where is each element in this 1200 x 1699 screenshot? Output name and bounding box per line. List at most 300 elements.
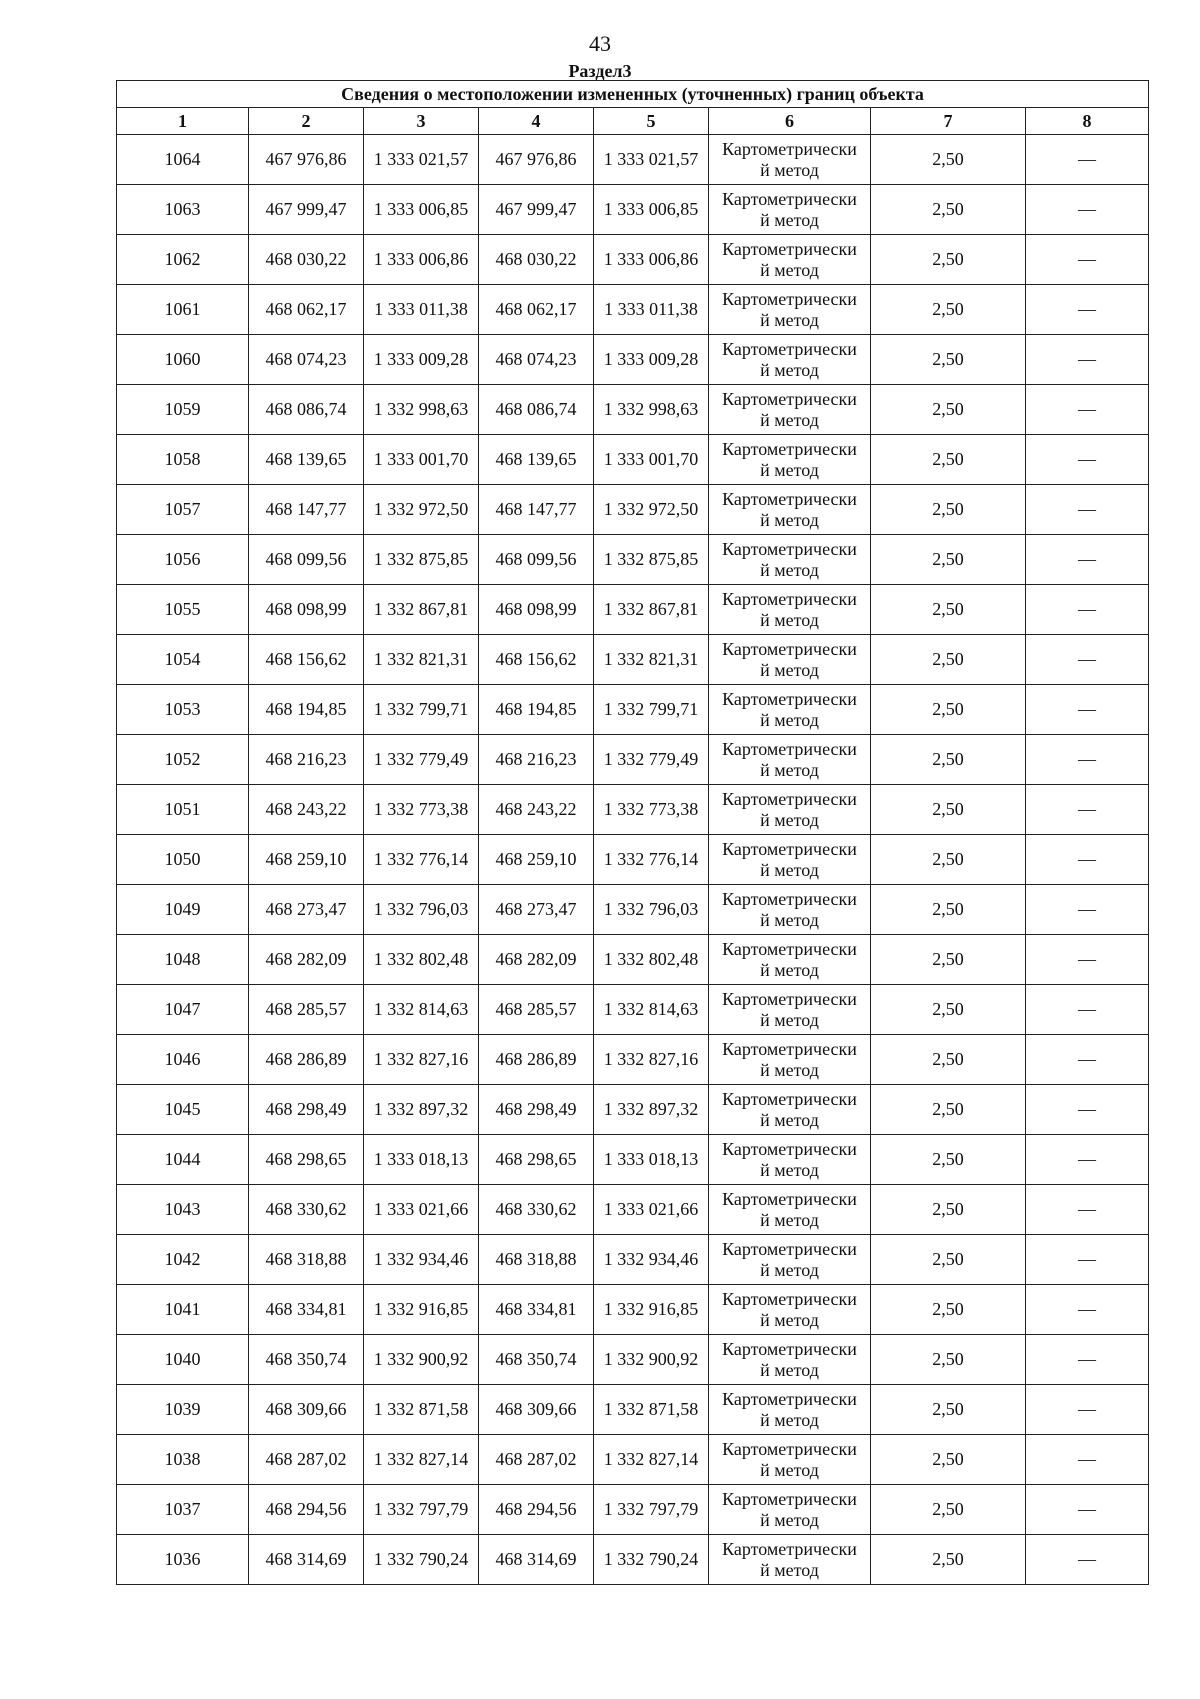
method-line-1: Картометрически bbox=[722, 138, 857, 159]
cell-method bbox=[709, 835, 871, 885]
cell-note: — bbox=[1026, 935, 1149, 985]
cell-note: — bbox=[1026, 985, 1149, 1035]
table-row bbox=[117, 885, 1149, 935]
cell-x1: 468 282,09 bbox=[249, 935, 364, 985]
method-line-2: й метод bbox=[760, 909, 819, 930]
cell-x1: 468 030,22 bbox=[249, 235, 364, 285]
method-line-2: й метод bbox=[760, 1559, 819, 1580]
table-row bbox=[117, 1385, 1149, 1435]
method-line-2: й метод bbox=[760, 1359, 819, 1380]
cell-point: 1046 bbox=[117, 1035, 249, 1085]
cell-y2: 1 332 779,49 bbox=[594, 735, 709, 785]
cell-accuracy: 2,50 bbox=[871, 385, 1026, 435]
cell-method bbox=[709, 285, 871, 335]
cell-note: — bbox=[1026, 635, 1149, 685]
cell-y2: 1 332 790,24 bbox=[594, 1535, 709, 1585]
method-line-2: й метод bbox=[760, 1309, 819, 1330]
cell-point: 1039 bbox=[117, 1385, 249, 1435]
cell-note: — bbox=[1026, 785, 1149, 835]
cell-method bbox=[709, 785, 871, 835]
cell-point: 1063 bbox=[117, 185, 249, 235]
cell-point: 1059 bbox=[117, 385, 249, 435]
cell-method bbox=[709, 585, 871, 635]
cell-y2: 1 333 009,28 bbox=[594, 335, 709, 385]
cell-accuracy: 2,50 bbox=[871, 885, 1026, 935]
cell-y1: 1 332 821,31 bbox=[364, 635, 479, 685]
cell-point: 1041 bbox=[117, 1285, 249, 1335]
cell-note: — bbox=[1026, 885, 1149, 935]
cell-x2: 468 309,66 bbox=[479, 1385, 594, 1435]
cell-x2: 468 334,81 bbox=[479, 1285, 594, 1335]
cell-x2: 468 139,65 bbox=[479, 435, 594, 485]
cell-x1: 468 259,10 bbox=[249, 835, 364, 885]
method-line-2: й метод bbox=[760, 1459, 819, 1480]
cell-accuracy: 2,50 bbox=[871, 285, 1026, 335]
table-row bbox=[117, 1035, 1149, 1085]
cell-x2: 467 999,47 bbox=[479, 185, 594, 235]
column-number-row bbox=[117, 108, 1149, 135]
cell-x1: 468 330,62 bbox=[249, 1185, 364, 1235]
cell-method bbox=[709, 535, 871, 585]
cell-x1: 468 334,81 bbox=[249, 1285, 364, 1335]
cell-y2: 1 332 934,46 bbox=[594, 1235, 709, 1285]
cell-method bbox=[709, 1085, 871, 1135]
cell-point: 1036 bbox=[117, 1535, 249, 1585]
cell-point: 1043 bbox=[117, 1185, 249, 1235]
cell-note: — bbox=[1026, 685, 1149, 735]
cell-x1: 468 309,66 bbox=[249, 1385, 364, 1435]
table-row bbox=[117, 335, 1149, 385]
cell-note: — bbox=[1026, 1285, 1149, 1335]
cell-x2: 468 216,23 bbox=[479, 735, 594, 785]
cell-x1: 468 074,23 bbox=[249, 335, 364, 385]
cell-y2: 1 332 799,71 bbox=[594, 685, 709, 735]
cell-note: — bbox=[1026, 1235, 1149, 1285]
cell-y2: 1 332 900,92 bbox=[594, 1335, 709, 1385]
method-line-1: Картометрически bbox=[722, 1438, 857, 1459]
cell-y1: 1 332 934,46 bbox=[364, 1235, 479, 1285]
method-line-2: й метод bbox=[760, 159, 819, 180]
cell-point: 1053 bbox=[117, 685, 249, 735]
cell-y2: 1 332 802,48 bbox=[594, 935, 709, 985]
cell-note: — bbox=[1026, 1035, 1149, 1085]
cell-note: — bbox=[1026, 1335, 1149, 1385]
cell-point: 1052 bbox=[117, 735, 249, 785]
method-line-1: Картометрически bbox=[722, 1088, 857, 1109]
cell-y2: 1 332 776,14 bbox=[594, 835, 709, 885]
cell-y2: 1 333 001,70 bbox=[594, 435, 709, 485]
cell-method bbox=[709, 635, 871, 685]
cell-accuracy: 2,50 bbox=[871, 235, 1026, 285]
cell-x2: 468 030,22 bbox=[479, 235, 594, 285]
column-number: 3 bbox=[364, 108, 479, 135]
cell-y1: 1 332 867,81 bbox=[364, 585, 479, 635]
cell-x2: 468 298,65 bbox=[479, 1135, 594, 1185]
table-body bbox=[117, 135, 1149, 1585]
method-line-1: Картометрически bbox=[722, 1338, 857, 1359]
column-number: 1 bbox=[117, 108, 249, 135]
cell-method bbox=[709, 185, 871, 235]
table-row bbox=[117, 1085, 1149, 1135]
method-line-2: й метод bbox=[760, 809, 819, 830]
method-line-2: й метод bbox=[760, 859, 819, 880]
cell-note: — bbox=[1026, 535, 1149, 585]
cell-point: 1044 bbox=[117, 1135, 249, 1185]
table-row bbox=[117, 585, 1149, 635]
cell-y2: 1 332 827,14 bbox=[594, 1435, 709, 1485]
cell-y1: 1 333 006,86 bbox=[364, 235, 479, 285]
table-row bbox=[117, 1285, 1149, 1335]
cell-accuracy: 2,50 bbox=[871, 935, 1026, 985]
method-line-1: Картометрически bbox=[722, 1538, 857, 1559]
cell-accuracy: 2,50 bbox=[871, 1535, 1026, 1585]
cell-x1: 468 243,22 bbox=[249, 785, 364, 835]
cell-x2: 468 243,22 bbox=[479, 785, 594, 835]
cell-point: 1037 bbox=[117, 1485, 249, 1535]
table-row bbox=[117, 1335, 1149, 1385]
cell-accuracy: 2,50 bbox=[871, 1385, 1026, 1435]
cell-x2: 468 156,62 bbox=[479, 635, 594, 685]
table-row bbox=[117, 785, 1149, 835]
method-line-1: Картометрически bbox=[722, 388, 857, 409]
cell-note: — bbox=[1026, 335, 1149, 385]
cell-x2: 468 194,85 bbox=[479, 685, 594, 735]
cell-x1: 468 086,74 bbox=[249, 385, 364, 435]
table-row bbox=[117, 285, 1149, 335]
column-number: 5 bbox=[594, 108, 709, 135]
cell-accuracy: 2,50 bbox=[871, 1085, 1026, 1135]
method-line-1: Картометрически bbox=[722, 288, 857, 309]
cell-accuracy: 2,50 bbox=[871, 685, 1026, 735]
table-row bbox=[117, 985, 1149, 1035]
cell-x2: 468 294,56 bbox=[479, 1485, 594, 1535]
cell-accuracy: 2,50 bbox=[871, 335, 1026, 385]
cell-point: 1057 bbox=[117, 485, 249, 535]
table-row bbox=[117, 835, 1149, 885]
cell-y1: 1 333 018,13 bbox=[364, 1135, 479, 1185]
method-line-1: Картометрически bbox=[722, 1188, 857, 1209]
cell-point: 1061 bbox=[117, 285, 249, 335]
cell-y1: 1 332 827,16 bbox=[364, 1035, 479, 1085]
method-line-1: Картометрически bbox=[722, 738, 857, 759]
cell-note: — bbox=[1026, 185, 1149, 235]
column-number: 7 bbox=[871, 108, 1026, 135]
cell-x1: 468 298,49 bbox=[249, 1085, 364, 1135]
table-row bbox=[117, 735, 1149, 785]
table-row bbox=[117, 1435, 1149, 1485]
cell-x1: 468 194,85 bbox=[249, 685, 364, 735]
cell-point: 1055 bbox=[117, 585, 249, 635]
cell-x2: 468 350,74 bbox=[479, 1335, 594, 1385]
cell-x2: 468 086,74 bbox=[479, 385, 594, 435]
cell-method bbox=[709, 1485, 871, 1535]
cell-x1: 468 294,56 bbox=[249, 1485, 364, 1535]
cell-x1: 467 976,86 bbox=[249, 135, 364, 185]
cell-x2: 468 287,02 bbox=[479, 1435, 594, 1485]
method-line-2: й метод bbox=[760, 309, 819, 330]
method-line-1: Картометрически bbox=[722, 888, 857, 909]
cell-accuracy: 2,50 bbox=[871, 1135, 1026, 1185]
cell-note: — bbox=[1026, 285, 1149, 335]
method-line-2: й метод bbox=[760, 259, 819, 280]
cell-y2: 1 333 006,85 bbox=[594, 185, 709, 235]
method-line-1: Картометрически bbox=[722, 188, 857, 209]
cell-accuracy: 2,50 bbox=[871, 1435, 1026, 1485]
method-line-2: й метод bbox=[760, 759, 819, 780]
method-line-1: Картометрически bbox=[722, 1388, 857, 1409]
table-row bbox=[117, 1235, 1149, 1285]
cell-point: 1056 bbox=[117, 535, 249, 585]
cell-point: 1048 bbox=[117, 935, 249, 985]
cell-point: 1042 bbox=[117, 1235, 249, 1285]
table-row bbox=[117, 235, 1149, 285]
cell-y1: 1 333 021,57 bbox=[364, 135, 479, 185]
cell-y1: 1 332 790,24 bbox=[364, 1535, 479, 1585]
method-line-2: й метод bbox=[760, 1009, 819, 1030]
cell-method bbox=[709, 235, 871, 285]
cell-x1: 468 286,89 bbox=[249, 1035, 364, 1085]
cell-accuracy: 2,50 bbox=[871, 1235, 1026, 1285]
cell-method bbox=[709, 985, 871, 1035]
cell-y1: 1 332 972,50 bbox=[364, 485, 479, 535]
cell-method bbox=[709, 385, 871, 435]
cell-accuracy: 2,50 bbox=[871, 835, 1026, 885]
method-line-1: Картометрически bbox=[722, 238, 857, 259]
cell-x1: 468 147,77 bbox=[249, 485, 364, 535]
cell-point: 1058 bbox=[117, 435, 249, 485]
cell-x1: 468 314,69 bbox=[249, 1535, 364, 1585]
cell-method bbox=[709, 1435, 871, 1485]
cell-accuracy: 2,50 bbox=[871, 185, 1026, 235]
method-line-1: Картометрически bbox=[722, 538, 857, 559]
cell-accuracy: 2,50 bbox=[871, 1285, 1026, 1335]
cell-note: — bbox=[1026, 385, 1149, 435]
cell-y2: 1 332 916,85 bbox=[594, 1285, 709, 1335]
cell-y1: 1 332 827,14 bbox=[364, 1435, 479, 1485]
cell-accuracy: 2,50 bbox=[871, 735, 1026, 785]
cell-method bbox=[709, 485, 871, 535]
cell-x1: 468 062,17 bbox=[249, 285, 364, 335]
method-line-1: Картометрически bbox=[722, 688, 857, 709]
cell-note: — bbox=[1026, 1435, 1149, 1485]
table-row bbox=[117, 185, 1149, 235]
cell-method bbox=[709, 885, 871, 935]
cell-y2: 1 332 972,50 bbox=[594, 485, 709, 535]
cell-method bbox=[709, 935, 871, 985]
cell-accuracy: 2,50 bbox=[871, 1485, 1026, 1535]
method-line-1: Картометрически bbox=[722, 838, 857, 859]
cell-x1: 468 285,57 bbox=[249, 985, 364, 1035]
cell-x1: 468 216,23 bbox=[249, 735, 364, 785]
cell-y1: 1 332 773,38 bbox=[364, 785, 479, 835]
method-line-1: Картометрически bbox=[722, 1038, 857, 1059]
method-line-1: Картометрически bbox=[722, 938, 857, 959]
cell-accuracy: 2,50 bbox=[871, 585, 1026, 635]
cell-x1: 468 156,62 bbox=[249, 635, 364, 685]
method-line-2: й метод bbox=[760, 709, 819, 730]
cell-accuracy: 2,50 bbox=[871, 635, 1026, 685]
column-number: 2 bbox=[249, 108, 364, 135]
cell-y2: 1 332 875,85 bbox=[594, 535, 709, 585]
method-line-2: й метод bbox=[760, 1509, 819, 1530]
cell-note: — bbox=[1026, 1535, 1149, 1585]
cell-accuracy: 2,50 bbox=[871, 485, 1026, 535]
cell-point: 1045 bbox=[117, 1085, 249, 1135]
cell-y1: 1 332 900,92 bbox=[364, 1335, 479, 1385]
table-row bbox=[117, 1535, 1149, 1585]
method-line-2: й метод bbox=[760, 959, 819, 980]
cell-note: — bbox=[1026, 435, 1149, 485]
method-line-2: й метод bbox=[760, 1159, 819, 1180]
cell-y1: 1 332 796,03 bbox=[364, 885, 479, 935]
table-row bbox=[117, 1185, 1149, 1235]
cell-x1: 468 099,56 bbox=[249, 535, 364, 585]
table-row bbox=[117, 685, 1149, 735]
cell-accuracy: 2,50 bbox=[871, 135, 1026, 185]
cell-x2: 467 976,86 bbox=[479, 135, 594, 185]
method-line-2: й метод bbox=[760, 359, 819, 380]
table-row bbox=[117, 935, 1149, 985]
cell-accuracy: 2,50 bbox=[871, 535, 1026, 585]
cell-note: — bbox=[1026, 1135, 1149, 1185]
table-row bbox=[117, 385, 1149, 435]
cell-point: 1049 bbox=[117, 885, 249, 935]
cell-note: — bbox=[1026, 1085, 1149, 1135]
cell-y2: 1 332 797,79 bbox=[594, 1485, 709, 1535]
cell-note: — bbox=[1026, 135, 1149, 185]
cell-x1: 468 273,47 bbox=[249, 885, 364, 935]
cell-note: — bbox=[1026, 1485, 1149, 1535]
cell-x2: 468 273,47 bbox=[479, 885, 594, 935]
column-number: 8 bbox=[1026, 108, 1149, 135]
cell-accuracy: 2,50 bbox=[871, 785, 1026, 835]
method-line-2: й метод bbox=[760, 1409, 819, 1430]
cell-x1: 468 350,74 bbox=[249, 1335, 364, 1385]
cell-y2: 1 332 998,63 bbox=[594, 385, 709, 435]
cell-y1: 1 333 009,28 bbox=[364, 335, 479, 385]
cell-note: — bbox=[1026, 1185, 1149, 1235]
method-line-2: й метод bbox=[760, 1209, 819, 1230]
cell-x2: 468 062,17 bbox=[479, 285, 594, 335]
method-line-2: й метод bbox=[760, 559, 819, 580]
cell-x2: 468 285,57 bbox=[479, 985, 594, 1035]
cell-y1: 1 332 916,85 bbox=[364, 1285, 479, 1335]
cell-x2: 468 099,56 bbox=[479, 535, 594, 585]
cell-method bbox=[709, 1535, 871, 1585]
cell-y1: 1 332 779,49 bbox=[364, 735, 479, 785]
cell-point: 1064 bbox=[117, 135, 249, 185]
cell-method bbox=[709, 1285, 871, 1335]
cell-x1: 468 298,65 bbox=[249, 1135, 364, 1185]
cell-point: 1060 bbox=[117, 335, 249, 385]
table-row bbox=[117, 1135, 1149, 1185]
cell-accuracy: 2,50 bbox=[871, 1185, 1026, 1235]
cell-y1: 1 333 011,38 bbox=[364, 285, 479, 335]
cell-point: 1051 bbox=[117, 785, 249, 835]
cell-y1: 1 332 797,79 bbox=[364, 1485, 479, 1535]
method-line-1: Картометрически bbox=[722, 1238, 857, 1259]
cell-y2: 1 333 006,86 bbox=[594, 235, 709, 285]
cell-y2: 1 332 827,16 bbox=[594, 1035, 709, 1085]
cell-y2: 1 332 796,03 bbox=[594, 885, 709, 935]
cell-y1: 1 332 871,58 bbox=[364, 1385, 479, 1435]
method-line-2: й метод bbox=[760, 1259, 819, 1280]
cell-y2: 1 332 773,38 bbox=[594, 785, 709, 835]
method-line-2: й метод bbox=[760, 459, 819, 480]
cell-x1: 468 287,02 bbox=[249, 1435, 364, 1485]
method-line-2: й метод bbox=[760, 209, 819, 230]
cell-y1: 1 333 001,70 bbox=[364, 435, 479, 485]
table-row bbox=[117, 435, 1149, 485]
cell-y2: 1 332 871,58 bbox=[594, 1385, 709, 1435]
cell-accuracy: 2,50 bbox=[871, 435, 1026, 485]
method-line-1: Картометрически bbox=[722, 988, 857, 1009]
cell-point: 1062 bbox=[117, 235, 249, 285]
cell-y2: 1 333 018,13 bbox=[594, 1135, 709, 1185]
cell-y2: 1 332 821,31 bbox=[594, 635, 709, 685]
boundary-coordinates-table bbox=[116, 80, 1149, 1585]
cell-y2: 1 333 021,66 bbox=[594, 1185, 709, 1235]
cell-method bbox=[709, 1235, 871, 1285]
cell-y1: 1 332 998,63 bbox=[364, 385, 479, 435]
cell-method bbox=[709, 685, 871, 735]
method-line-2: й метод bbox=[760, 409, 819, 430]
cell-method bbox=[709, 335, 871, 385]
cell-accuracy: 2,50 bbox=[871, 1035, 1026, 1085]
cell-x2: 468 286,89 bbox=[479, 1035, 594, 1085]
cell-note: — bbox=[1026, 585, 1149, 635]
method-line-2: й метод bbox=[760, 659, 819, 680]
cell-x1: 468 098,99 bbox=[249, 585, 364, 635]
cell-y1: 1 332 776,14 bbox=[364, 835, 479, 885]
cell-y2: 1 332 897,32 bbox=[594, 1085, 709, 1135]
cell-point: 1038 bbox=[117, 1435, 249, 1485]
table-row bbox=[117, 485, 1149, 535]
cell-note: — bbox=[1026, 1385, 1149, 1435]
method-line-1: Картометрически bbox=[722, 1488, 857, 1509]
cell-y2: 1 332 867,81 bbox=[594, 585, 709, 635]
cell-y1: 1 332 799,71 bbox=[364, 685, 479, 735]
method-line-1: Картометрически bbox=[722, 788, 857, 809]
cell-accuracy: 2,50 bbox=[871, 985, 1026, 1035]
cell-x2: 468 318,88 bbox=[479, 1235, 594, 1285]
cell-x2: 468 298,49 bbox=[479, 1085, 594, 1135]
cell-note: — bbox=[1026, 835, 1149, 885]
cell-point: 1040 bbox=[117, 1335, 249, 1385]
cell-y1: 1 333 006,85 bbox=[364, 185, 479, 235]
cell-method bbox=[709, 1385, 871, 1435]
method-line-1: Картометрически bbox=[722, 638, 857, 659]
column-number: 6 bbox=[709, 108, 871, 135]
cell-x2: 468 098,99 bbox=[479, 585, 594, 635]
method-line-2: й метод bbox=[760, 1059, 819, 1080]
table-row bbox=[117, 1485, 1149, 1535]
cell-x1: 467 999,47 bbox=[249, 185, 364, 235]
cell-y1: 1 332 875,85 bbox=[364, 535, 479, 585]
section-title: Раздел3 bbox=[568, 61, 632, 81]
cell-method bbox=[709, 1335, 871, 1385]
method-line-1: Картометрически bbox=[722, 338, 857, 359]
cell-accuracy: 2,50 bbox=[871, 1335, 1026, 1385]
table-row bbox=[117, 535, 1149, 585]
cell-method bbox=[709, 1035, 871, 1085]
cell-y2: 1 332 814,63 bbox=[594, 985, 709, 1035]
cell-y1: 1 333 021,66 bbox=[364, 1185, 479, 1235]
table-caption-row bbox=[117, 81, 1149, 108]
cell-x2: 468 330,62 bbox=[479, 1185, 594, 1235]
cell-point: 1050 bbox=[117, 835, 249, 885]
cell-x1: 468 318,88 bbox=[249, 1235, 364, 1285]
